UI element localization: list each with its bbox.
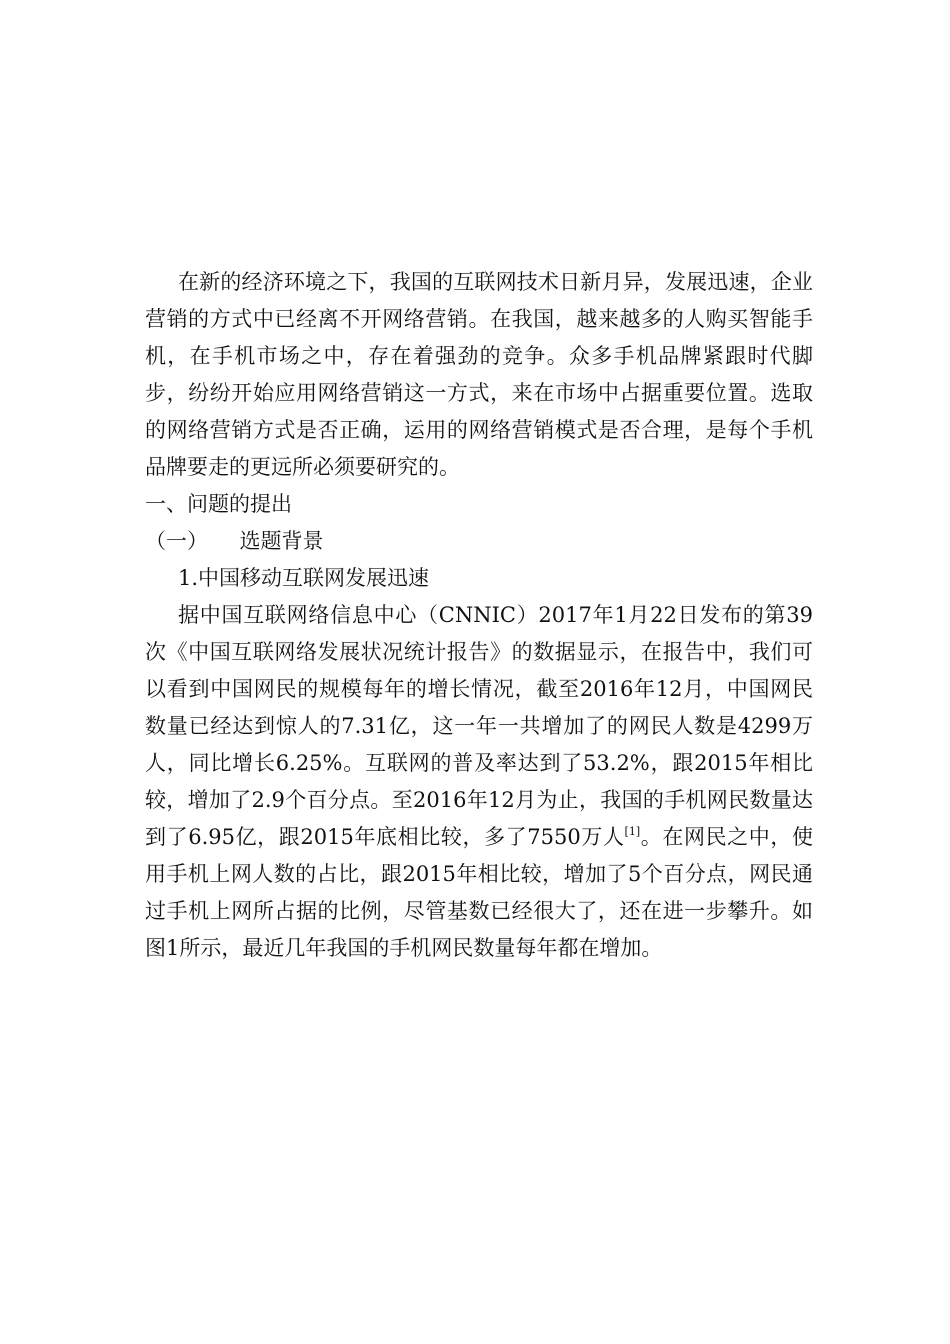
body-paragraph-part1: 据中国互联网络信息中心（CNNIC）2017年1月22日发布的第39次《中国互联网络发展状况统计报告》的数据显示，在报告中，我们可以看到中国网民的规模每年的增长情况，截至2016年12月，中国网民数量已经达到惊人的7.31亿，这一年一共增加了的网民人数是4299万人，同比增长6.25%。互联网的普及率达到了53.2%，跟2015年相比较，增加了2.9个百分点。至2016年12月为止，我国的手机网民数量达到了6.95亿，跟2015年底相比较，多了7550万人: [145, 603, 813, 849]
subsubsection-heading: 1.中国移动互联网发展迅速: [178, 566, 430, 590]
subsection-heading: （一） 选题背景: [145, 529, 324, 553]
body-paragraph-part2: 。在网民之中，使用手机上网人数的占比，跟2015年相比较，增加了5个百分点，网民通过手机上网所占据的比例，尽管基数已经很大了，还在进一步攀升。如图1所示，最近几年我国的手机网民数量每年都在增加。: [145, 825, 813, 960]
citation-reference[interactable]: [1]: [624, 825, 641, 838]
document-body: [145, 264, 813, 967]
section-heading: 一、问题的提出: [145, 492, 292, 516]
body-paragraph: [145, 597, 813, 967]
intro-paragraph: 在新的经济环境之下，我国的互联网技术日新月异，发展迅速，企业营销的方式中已经离不开网络营销。在我国，越来越多的人购买智能手机，在手机市场之中，存在着强劲的竞争。众多手机品牌紧跟时代脚步，纷纷开始应用网络营销这一方式，来在市场中占据重要位置。选取的网络营销方式是否正确，运用的网络营销模式是否合理，是每个手机品牌要走的更远所必须要研究的。: [145, 270, 813, 479]
